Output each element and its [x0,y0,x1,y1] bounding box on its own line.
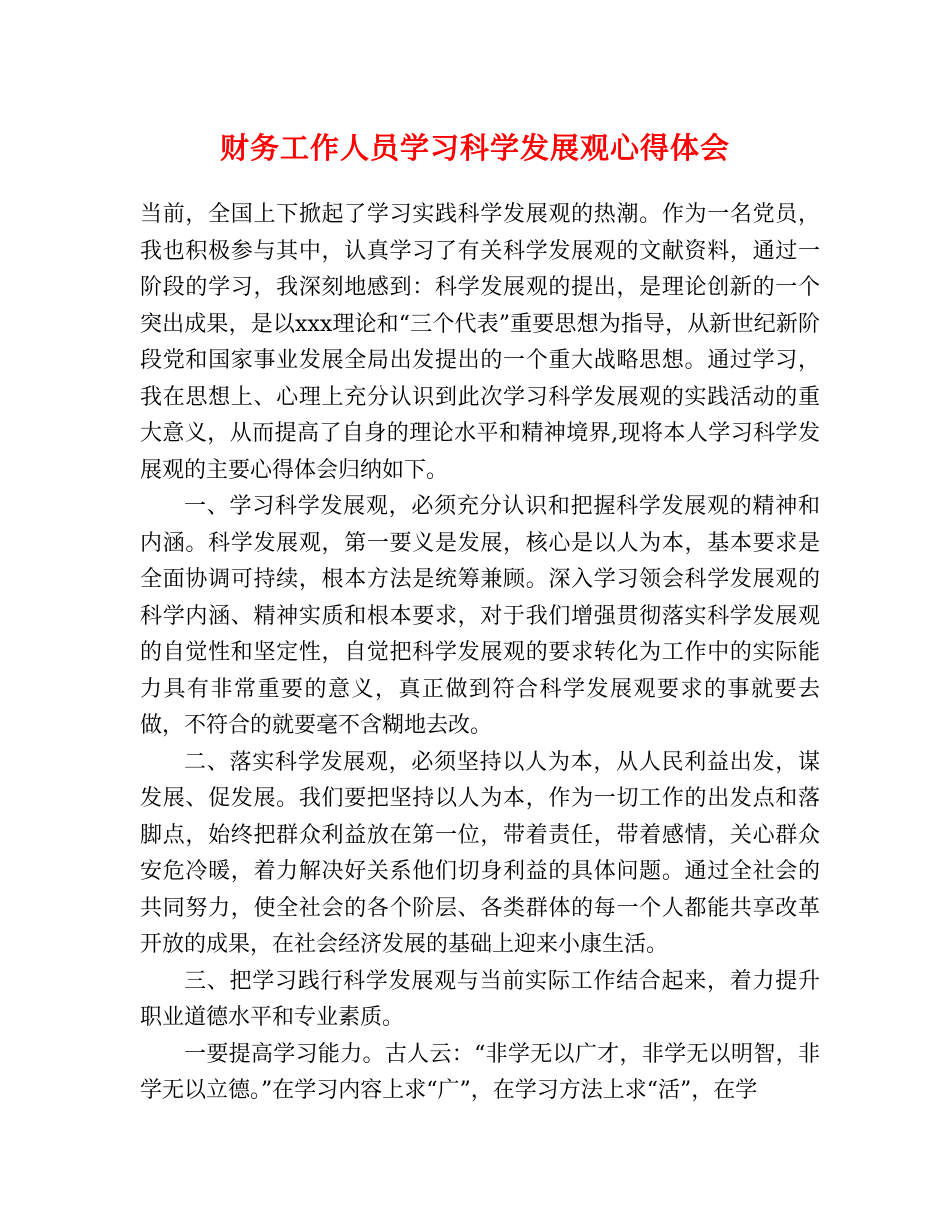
document-title: 财务工作人员学习科学发展观心得体会 [219,131,730,165]
paragraph-intro: 当前，全国上下掀起了学习实践科学发展观的热潮。作为一名党员，我也积极参与其中，认真学习了有关科学发展观的文献资料，通过一阶段的学习，我深刻地感到：科学发展观的提出，是理论创新的一个突出成果，是以xxx理论和“三个代表”重要思想为指导，从新世纪新阶段党和国家事业发展全局出发提出的一个重大战略思想。通过学习，我在思想上、心理上充分认识到此次学习科学发展观的实践活动的重大意义，从而提高了自身的理论水平和精神境界,现将本人学习科学发展观的主要心得体会归纳如下。 [140,202,820,483]
paragraph-point-two: 二、落实科学发展观，必须坚持以人为本，从人民利益出发，谋发展、促发展。我们要把坚持以人为本，作为一切工作的出发点和落脚点，始终把群众利益放在第一位，带着责任，带着感情，关心群众安危冷暖，着力解决好关系他们切身利益的具体问题。通过全社会的共同努力，使全社会的各个阶层、各类群体的每一个人都能共享改革开放的成果，在社会经济发展的基础上迎来小康生活。 [140,749,820,957]
paragraph-point-three: 三、把学习践行科学发展观与当前实际工作结合起来，着力提升职业道德水平和专业素质。 [140,968,820,1030]
document-body [140,197,820,1110]
paragraph-point-one: 一、学习科学发展观，必须充分认识和把握科学发展观的精神和内涵。科学发展观，第一要义是发展，核心是以人为本，基本要求是全面协调可持续，根本方法是统筹兼顾。深入学习领会科学发展观的科学内涵、精神实质和根本要求，对于我们增强贯彻落实科学发展观的自觉性和坚定性，自觉把科学发展观的要求转化为工作中的实际能力具有非常重要的意义，真正做到符合科学发展观要求的事就要去做，不符合的就要毫不含糊地去改。 [140,494,820,738]
paragraph-learning-ability: 一要提高学习能力。古人云：“非学无以广才，非学无以明智，非学无以立德。”在学习内容上求“广”，在学习方法上求“活”，在学 [140,1041,820,1103]
